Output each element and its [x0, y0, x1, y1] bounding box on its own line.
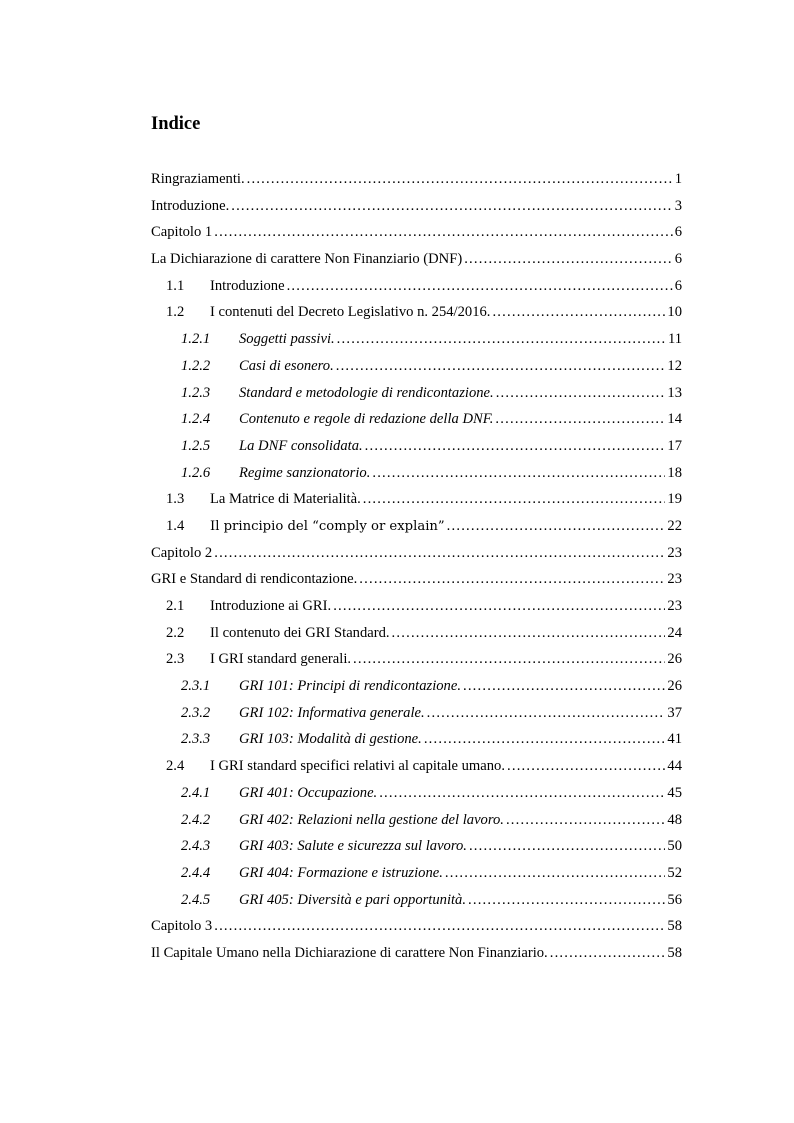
- toc-entry-text: Il contenuto dei GRI Standard.: [210, 624, 390, 641]
- toc-leader-dots: [287, 278, 673, 295]
- toc-entry[interactable]: [151, 918, 682, 945]
- toc-page-number: 12: [667, 357, 682, 374]
- toc-entry-text: Contenuto e regole di redazione della DNF.: [239, 411, 494, 428]
- toc-entry-text: Introduzione: [210, 277, 285, 294]
- toc-leader-dots: [506, 812, 665, 829]
- toc-page-number: 23: [667, 544, 682, 561]
- toc-entry-text: GRI 405: Diversità e pari opportunità.: [239, 891, 466, 908]
- toc-entry[interactable]: [151, 385, 682, 412]
- toc-page-number: 45: [667, 784, 682, 801]
- toc-entry-text: Soggetti passivi.: [239, 331, 335, 348]
- toc-leader-dots: [495, 411, 665, 428]
- toc-section-number: 1.2.1: [181, 331, 211, 348]
- toc-leader-dots: [469, 838, 665, 855]
- toc-entry[interactable]: [151, 545, 682, 572]
- toc-entry-text: Il Capitale Umano nella Dichiarazione di carattere Non Finanziario.: [151, 944, 548, 961]
- toc-leader-dots: [550, 945, 666, 962]
- toc-entry-text: GRI 102: Informativa generale.: [239, 704, 425, 721]
- toc-entry-text: GRI 404: Formazione e istruzione.: [239, 864, 443, 881]
- toc-section-number: 1.4: [166, 517, 185, 534]
- toc-entry-text: Casi di esonero.: [239, 357, 334, 374]
- toc-page-number: 50: [667, 838, 682, 855]
- toc-page-number: 6: [674, 224, 682, 241]
- toc-entry-text: I contenuti del Decreto Legislativo n. 254/2016.: [210, 304, 491, 321]
- toc-leader-dots: [445, 865, 666, 882]
- toc-page-number: 23: [667, 598, 682, 614]
- toc-page-number: 10: [667, 304, 682, 321]
- toc-entry[interactable]: [151, 465, 682, 492]
- toc-page-number: 48: [667, 811, 682, 828]
- toc-entry[interactable]: [151, 892, 682, 919]
- toc-entry-text: La Dichiarazione di carattere Non Finanziario (DNF): [151, 251, 463, 268]
- toc-leader-dots: [468, 892, 665, 909]
- toc-leader-dots: [392, 625, 666, 642]
- toc-page-number: 19: [667, 491, 682, 508]
- toc-section-number: 1.2.3: [181, 384, 211, 401]
- toc-leader-dots: [359, 571, 665, 588]
- toc-entry[interactable]: [151, 865, 682, 892]
- toc-page-number: 26: [667, 651, 682, 668]
- toc-leader-dots: [427, 705, 666, 722]
- toc-leader-dots: [363, 491, 666, 508]
- toc-page-number: 56: [667, 891, 682, 908]
- toc-entry[interactable]: [151, 758, 682, 785]
- toc-entry[interactable]: [151, 171, 682, 198]
- toc-section-number: 1.3: [166, 491, 185, 508]
- toc-entry[interactable]: [151, 224, 682, 251]
- toc-entry[interactable]: [151, 411, 682, 438]
- toc-page-number: 6: [674, 251, 682, 268]
- toc-entry-text: Ringraziamenti.: [151, 171, 245, 187]
- toc-entry[interactable]: [151, 838, 682, 865]
- toc-entry[interactable]: [151, 945, 682, 972]
- toc-section-number: 2.4.5: [181, 891, 211, 908]
- toc-entry[interactable]: [151, 331, 682, 358]
- toc-section-number: 2.4: [166, 758, 185, 775]
- toc-leader-dots: [365, 438, 666, 455]
- toc-page-number: 23: [667, 571, 682, 588]
- toc-entry-text: GRI 401: Occupazione.: [239, 784, 378, 801]
- toc-section-number: 2.3.3: [181, 731, 211, 748]
- toc-entry[interactable]: [151, 598, 682, 625]
- toc-section-number: 2.4.4: [181, 864, 211, 881]
- toc-page-number: 18: [667, 464, 682, 481]
- toc-entry[interactable]: [151, 358, 682, 385]
- toc-section-number: 1.2.6: [181, 464, 211, 481]
- toc-section-number: 2.2: [166, 624, 185, 641]
- toc-page-number: 37: [667, 704, 682, 721]
- toc-entry-text: GRI 101: Principi di rendicontazione.: [239, 678, 461, 695]
- toc-leader-dots: [231, 198, 672, 215]
- toc-leader-dots: [336, 358, 666, 375]
- toc-entry[interactable]: [151, 812, 682, 839]
- toc-section-number: 2.3: [166, 651, 185, 668]
- toc-entry-text: GRI 402: Relazioni nella gestione del lavoro.: [239, 811, 504, 828]
- toc-section-number: 1.2: [166, 304, 185, 321]
- toc-entry-text: Capitolo 2: [151, 544, 213, 561]
- toc-page-number: 17: [667, 437, 682, 454]
- toc-leader-dots: [379, 785, 665, 802]
- toc-entry-text: Introduzione.: [151, 197, 230, 214]
- toc-entry[interactable]: [151, 491, 682, 518]
- toc-page-number: 3: [674, 197, 682, 214]
- toc-leader-dots: [214, 545, 665, 562]
- toc-section-number: 2.3.1: [181, 678, 211, 695]
- toc-page-number: 14: [667, 411, 682, 428]
- toc-leader-dots: [424, 731, 666, 748]
- toc-entry[interactable]: [151, 251, 682, 278]
- toc-entry-text: I GRI standard generali.: [210, 651, 352, 668]
- toc-page-number: 52: [667, 864, 682, 881]
- toc-entry-text: Il principio del “comply or explain”: [210, 518, 445, 534]
- toc-leader-dots: [247, 171, 673, 188]
- toc-page-number: 58: [667, 944, 682, 961]
- toc-leader-dots: [353, 651, 665, 668]
- toc-page-number: 22: [667, 517, 682, 534]
- toc-page-number: 1: [674, 171, 682, 187]
- toc-leader-dots: [214, 224, 672, 241]
- toc-section-number: 2.4.3: [181, 838, 211, 855]
- toc-section-number: 2.3.2: [181, 704, 211, 721]
- toc-section-number: 1.2.2: [181, 357, 211, 374]
- toc-leader-dots: [333, 598, 665, 615]
- toc-entry[interactable]: [151, 438, 682, 465]
- toc-entry[interactable]: [151, 651, 682, 678]
- toc-entry[interactable]: [151, 571, 682, 598]
- toc-leader-dots: [464, 251, 673, 268]
- page-title: Indice: [151, 114, 201, 134]
- toc-leader-dots: [507, 758, 665, 775]
- toc-section-number: 1.2.4: [181, 411, 211, 428]
- toc-page-number: 13: [667, 384, 682, 401]
- toc-entry[interactable]: [151, 625, 682, 652]
- toc-leader-dots: [214, 918, 665, 935]
- toc-entry-text: La Matrice di Materialità.: [210, 491, 361, 508]
- toc-entry-text: GRI e Standard di rendicontazione.: [151, 571, 358, 588]
- toc-entry[interactable]: [151, 304, 682, 331]
- toc-page-number: 58: [667, 918, 682, 935]
- toc-leader-dots: [337, 331, 666, 348]
- toc-entry[interactable]: [151, 785, 682, 812]
- toc-leader-dots: [447, 518, 666, 535]
- toc-entry[interactable]: [151, 198, 682, 225]
- toc-entry-text: Regime sanzionatorio.: [239, 464, 371, 481]
- toc-section-number: 2.4.2: [181, 811, 211, 828]
- toc-entry-text: Standard e metodologie di rendicontazione.: [239, 384, 494, 401]
- toc-entry-text: Capitolo 1: [151, 224, 213, 241]
- table-of-contents: [151, 171, 682, 972]
- toc-entry-text: Introduzione ai GRI.: [210, 598, 332, 614]
- toc-entry-text: La DNF consolidata.: [239, 437, 363, 454]
- toc-leader-dots: [492, 304, 665, 321]
- toc-entry[interactable]: [151, 705, 682, 732]
- toc-section-number: 1.1: [166, 277, 185, 294]
- toc-section-number: 1.2.5: [181, 437, 211, 454]
- toc-entry[interactable]: [151, 518, 682, 545]
- toc-leader-dots: [372, 465, 665, 482]
- toc-leader-dots: [463, 678, 665, 695]
- toc-entry-text: GRI 403: Salute e sicurezza sul lavoro.: [239, 838, 467, 855]
- toc-section-number: 2.1: [166, 598, 185, 614]
- toc-section-number: 2.4.1: [181, 784, 211, 801]
- toc-entry[interactable]: [151, 731, 682, 758]
- toc-entry-text: I GRI standard specifici relativi al capitale umano.: [210, 758, 506, 775]
- toc-page-number: 44: [667, 758, 682, 775]
- toc-entry-text: GRI 103: Modalità di gestione.: [239, 731, 422, 748]
- toc-page-number: 6: [674, 277, 682, 294]
- toc-page-number: 11: [667, 331, 682, 348]
- toc-entry[interactable]: [151, 278, 682, 305]
- toc-entry-text: Capitolo 3: [151, 918, 213, 935]
- toc-page-number: 24: [667, 624, 682, 641]
- toc-entry[interactable]: [151, 678, 682, 705]
- toc-leader-dots: [496, 385, 666, 402]
- toc-page-number: 26: [667, 678, 682, 695]
- toc-page-number: 41: [667, 731, 682, 748]
